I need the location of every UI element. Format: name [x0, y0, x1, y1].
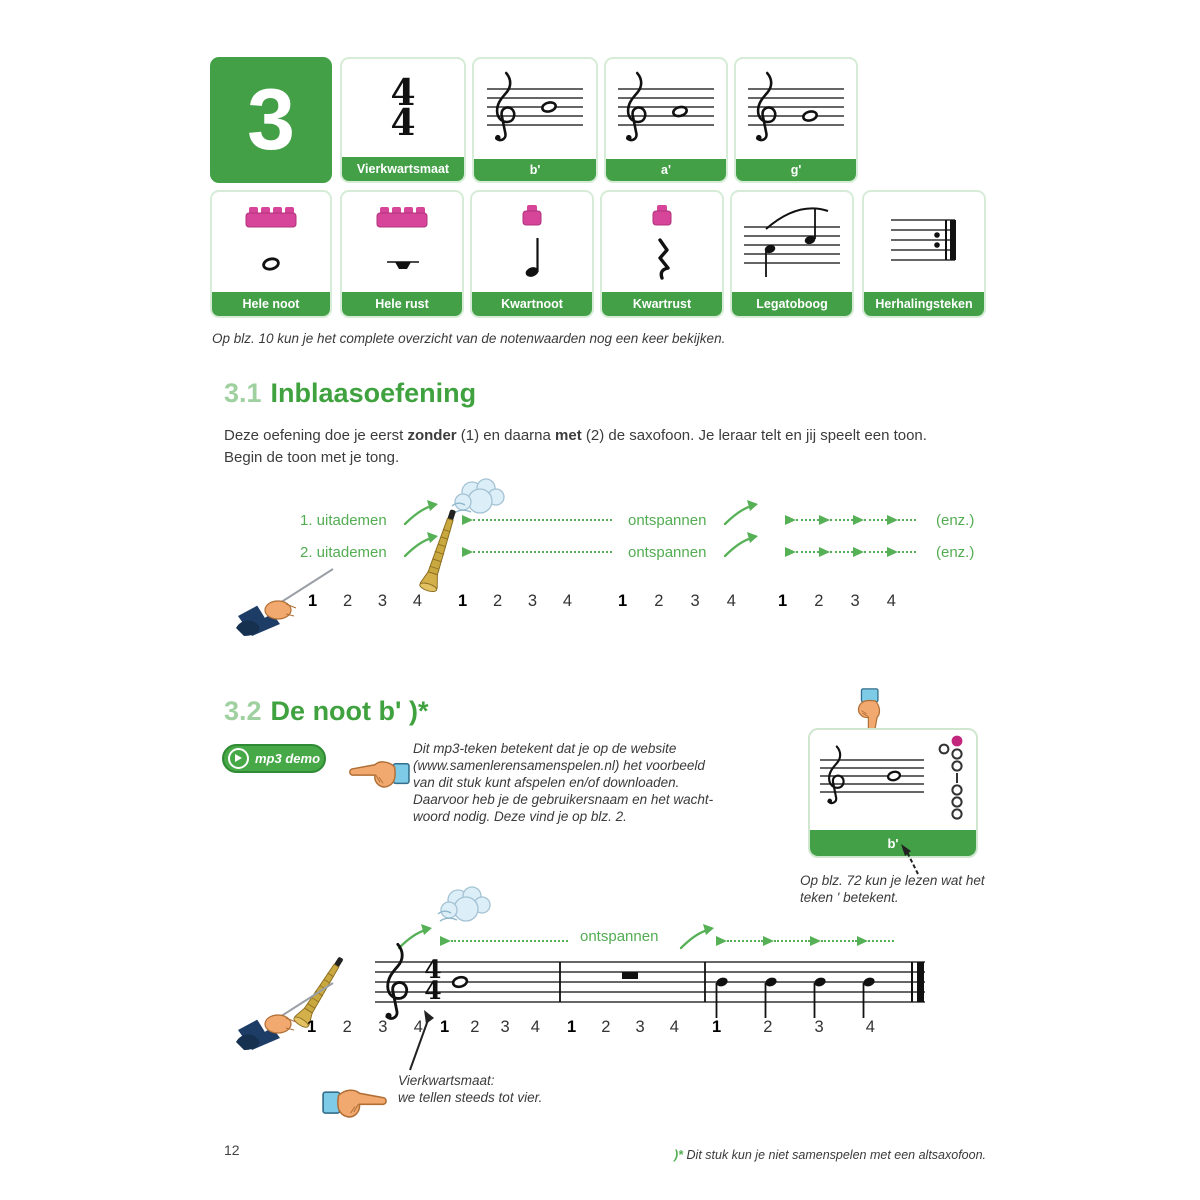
quarter-rest-lego-icon [607, 192, 717, 292]
relax-label: ontspannen [628, 512, 707, 529]
card-note-a [604, 57, 728, 183]
note-card-label: b' [810, 830, 976, 856]
footnote-text: Dit stuk kun je niet samenspelen met een altsaxofoon. [683, 1148, 986, 1162]
count: 4 [412, 592, 422, 610]
chapter-number: 3 [247, 71, 295, 168]
exercise-staff [375, 940, 930, 1025]
card-herhalingsteken [862, 190, 986, 318]
count: 2 [342, 592, 353, 610]
count: 3 [377, 592, 388, 610]
intro-line2: Begin de toon met je tong. [224, 449, 400, 466]
etc-label: (enz.) [936, 512, 975, 529]
intro-bold-zonder: zonder [407, 427, 457, 444]
section-title: Inblaasoefening [270, 378, 477, 408]
card-note-g [734, 57, 858, 183]
timesig-arrow-icon [400, 1008, 442, 1074]
section-number: 3.1 [224, 378, 262, 408]
count-group: 1 2 3 4 [712, 1018, 875, 1036]
staff-note-b-icon [475, 59, 595, 159]
staff-note-b-icon [812, 742, 930, 822]
mp3-demo-label: mp3 demo [255, 751, 321, 766]
pulse-arrows [785, 547, 931, 557]
time-signature-glyph [342, 59, 464, 157]
footnote [600, 1148, 986, 1162]
mp3-explanation: Dit mp3-teken betekent dat je op de website (www.samenlerensamenspelen.nl) het voorbeeld van dit stuk kunt afspelen en/of downloaden. Daarvoor heb je de gebruikersnaam en het wacht- woord nodig. Deze vind je op blz. 2. [413, 741, 714, 824]
staff-note-g-icon [736, 59, 856, 159]
fingering-chart-icon [934, 732, 974, 830]
card-label: Hele noot [212, 292, 330, 316]
section-3-1-heading [224, 378, 476, 409]
section-3-1-intro: Deze oefening doe je eerst zonder (1) en daarna met (2) de saxofoon. Je leraar telt en jij speelt een toon. Begin de toon met je tong. [224, 427, 927, 466]
intro-text: Deze oefening doe je eerst [224, 427, 408, 444]
staff-note-a-icon [606, 59, 726, 159]
count-group: 1 2 3 4 [307, 1018, 423, 1036]
card-label: a' [606, 159, 726, 181]
cards-note: Op blz. 10 kun je het complete overzicht van de notenwaarden nog een keer bekijken. [212, 331, 726, 346]
note-b-fingering-card [808, 728, 978, 858]
hold-tone-arrow [462, 547, 612, 557]
time-sig-top: 4 [390, 72, 416, 114]
intro-bold-met: met [555, 427, 582, 444]
count-group: 1 2 3 4 [567, 1018, 679, 1036]
count: 1 [308, 592, 318, 610]
time-sig-bottom: 4 [390, 102, 416, 144]
timesig-annotation: Vierkwartsmaat: we tellen steeds tot vier. [398, 1073, 543, 1105]
exhale-2-label: 2. uitademen [300, 544, 387, 561]
mp3-demo-badge [222, 744, 326, 773]
footnote-marker: )* [674, 1148, 684, 1162]
conductor-hand-icon [236, 980, 336, 1050]
card-vierkwartsmaat [340, 57, 466, 183]
relax-label: ontspannen [580, 928, 659, 945]
etc-label: (enz.) [936, 544, 975, 561]
time-signature: 4 4 [424, 955, 442, 1005]
relax-label: ontspannen [628, 544, 707, 561]
whole-note-lego-icon [216, 192, 326, 292]
rise-arrow-icon [722, 530, 762, 560]
card-label: Kwartrust [602, 292, 722, 316]
page-number: 12 [224, 1142, 240, 1158]
card-label: Herhalingsteken [864, 292, 984, 316]
count-group: 1 2 3 4 [440, 1018, 540, 1036]
card-hele-noot [210, 190, 332, 318]
card-legatoboog [730, 190, 854, 318]
hold-tone-arrow [462, 515, 612, 525]
exhale-1-label: 1. uitademen [300, 512, 387, 529]
card-label: Vierkwartsmaat [342, 157, 464, 181]
section-number: 3.2 [224, 696, 262, 726]
pointing-hand-icon [348, 752, 410, 792]
whole-rest-lego-icon [347, 192, 457, 292]
card-label: g' [736, 159, 856, 181]
count-group [308, 592, 422, 611]
count-group: 1 2 3 4 [778, 592, 896, 610]
quarter-note-lego-icon [477, 192, 587, 292]
card-kwartrust [600, 190, 724, 318]
card-label: Kwartnoot [472, 292, 592, 316]
rise-arrow-icon [722, 498, 762, 528]
pulse-arrows [785, 515, 931, 525]
card-label: Legatoboog [732, 292, 852, 316]
count-group: 1 2 3 4 [618, 592, 736, 610]
count-group: 1 2 3 4 [458, 592, 572, 610]
note-card-caption: Op blz. 72 kun je lezen wat het teken ' betekent. [800, 873, 985, 905]
card-label: b' [474, 159, 596, 181]
repeat-sign-icon [869, 202, 979, 282]
chapter-number-card [210, 57, 332, 183]
slur-icon [736, 197, 848, 287]
section-title: De noot b' )* [270, 696, 429, 726]
card-label: Hele rust [342, 292, 462, 316]
breath-cloud-icon [436, 884, 494, 926]
card-hele-rust [340, 190, 464, 318]
card-note-b [472, 57, 598, 183]
section-3-2-heading [224, 696, 428, 727]
caption-arrow-icon [896, 842, 926, 876]
pointing-hand-icon [322, 1080, 388, 1122]
play-icon [228, 748, 249, 769]
card-kwartnoot [470, 190, 594, 318]
